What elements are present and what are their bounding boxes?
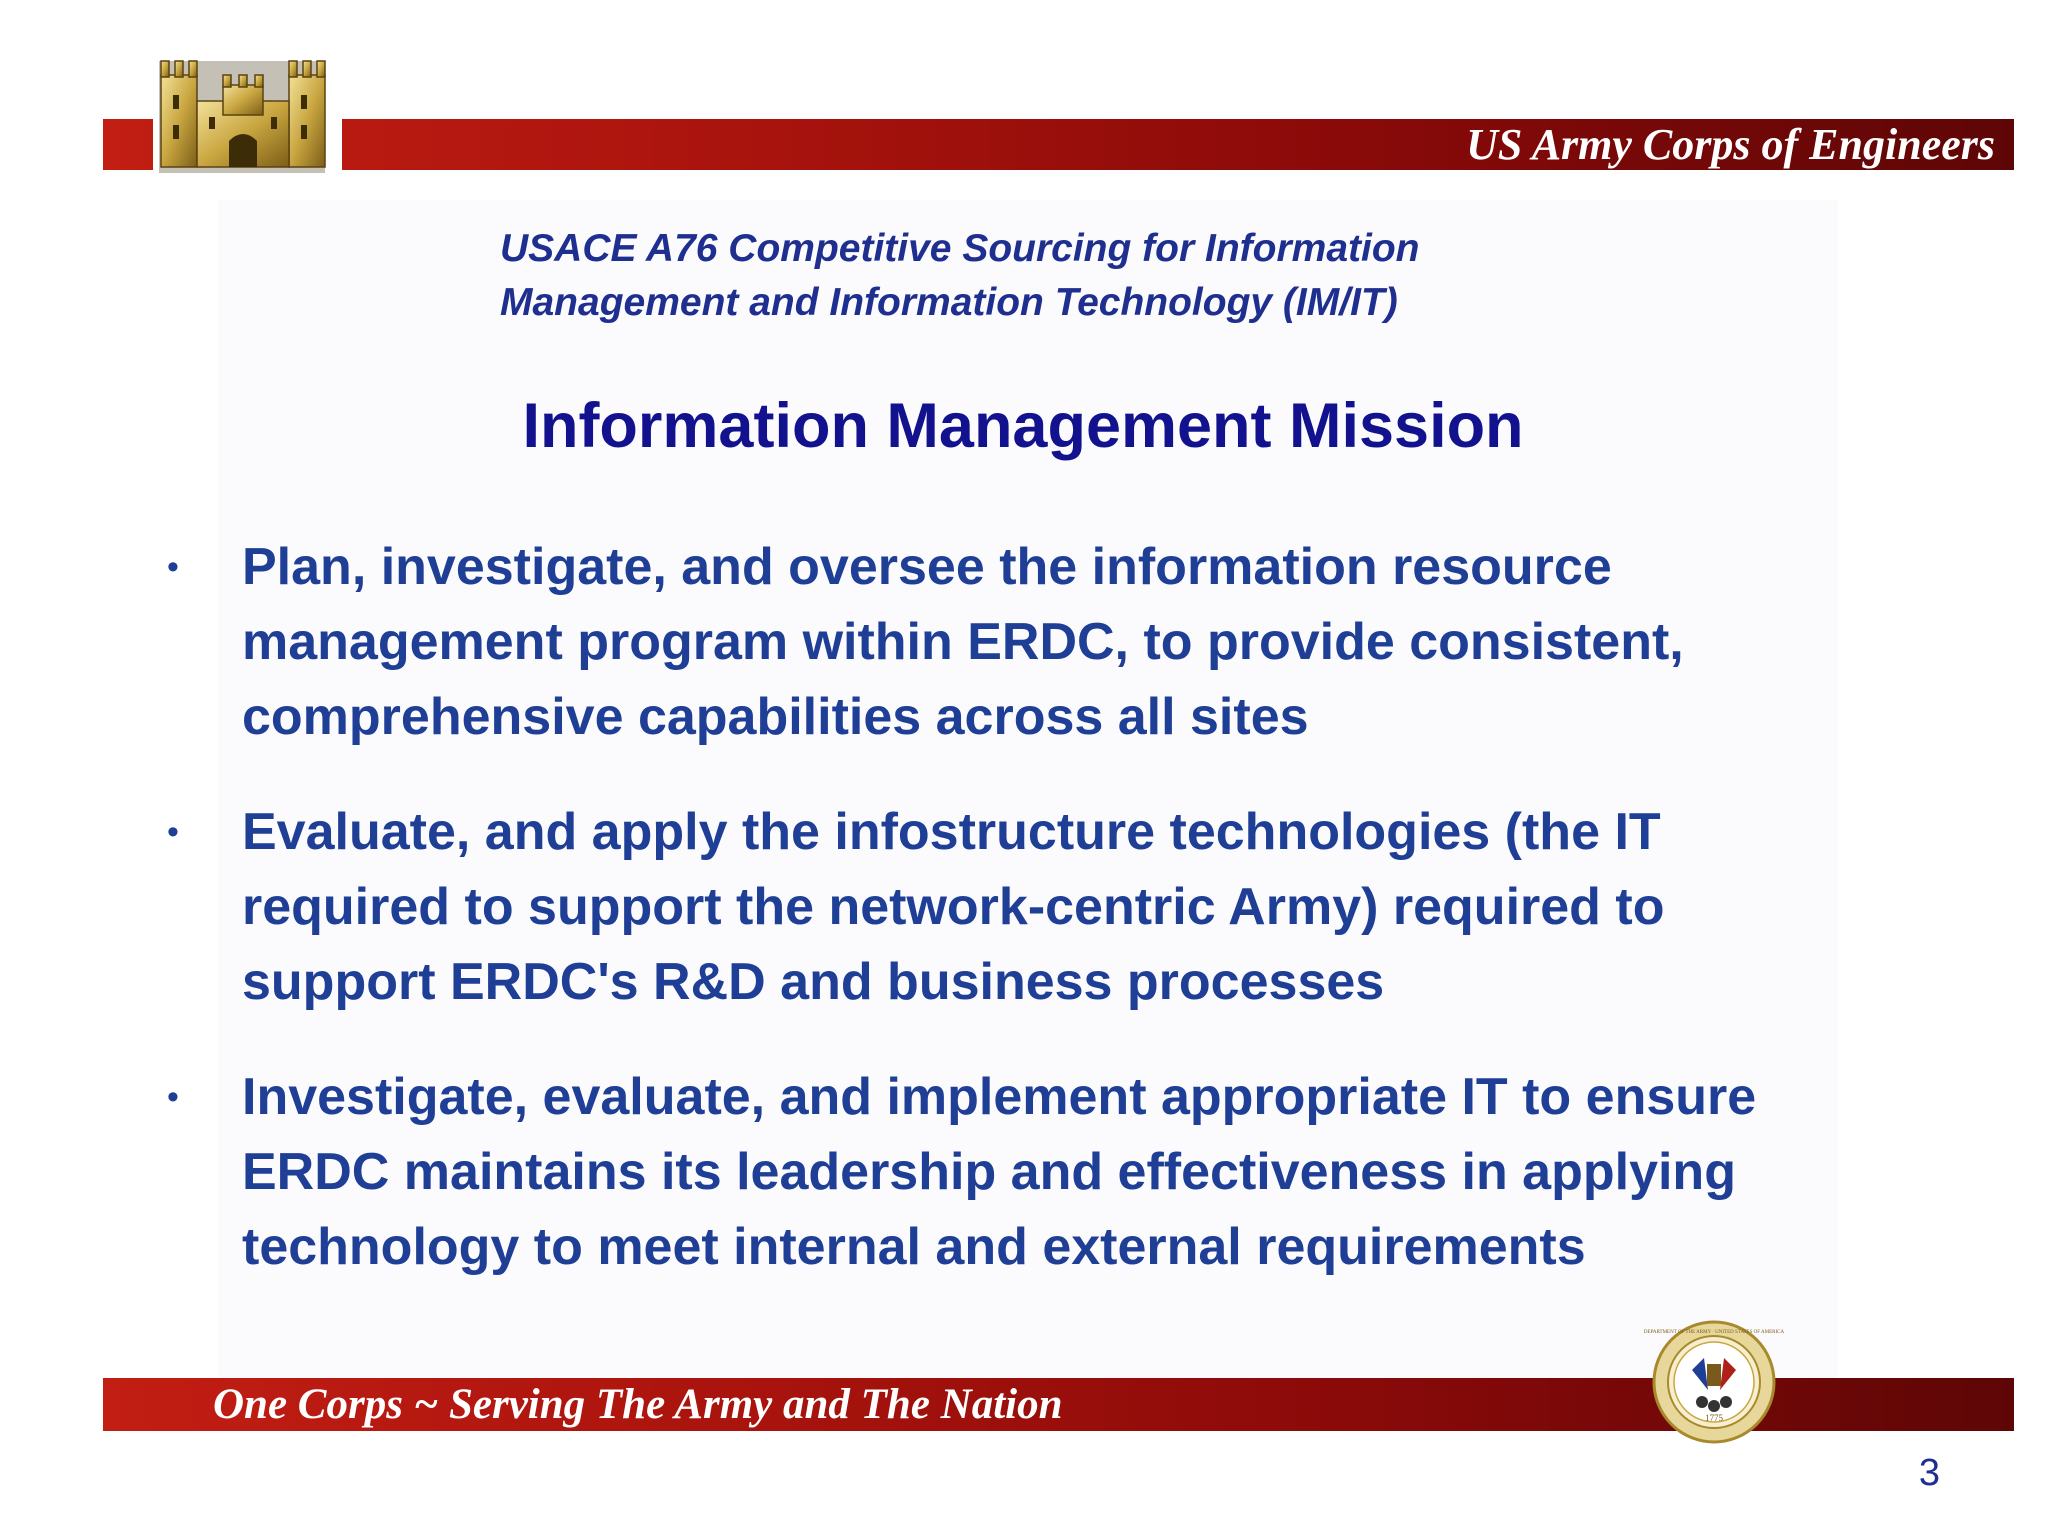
bullet-marker: • xyxy=(167,813,179,851)
bullet-line: management program within ERDC, to provide consistent, xyxy=(242,613,1684,671)
bullet-item xyxy=(158,530,1958,755)
bullet-text xyxy=(242,795,1958,1020)
bullet-list xyxy=(158,530,1958,1325)
bullet-line: comprehensive capabilities across all sites xyxy=(242,688,1309,746)
bullet-line: Evaluate, and apply the infostructure technologies (the IT xyxy=(242,803,1661,861)
bullet-line: Plan, investigate, and oversee the information resource xyxy=(242,538,1612,596)
bullet-line: support ERDC's R&D and business processes xyxy=(242,953,1385,1011)
bullet-item xyxy=(158,795,1958,1020)
slide-subtitle xyxy=(500,222,1750,330)
bullet-line: required to support the network-centric Army) required to xyxy=(242,878,1665,936)
slide-title-row xyxy=(0,381,2048,471)
page-number: 3 xyxy=(1918,1452,1940,1494)
subtitle-line: Management and Information Technology (IM/IT) xyxy=(500,281,1398,324)
bullet-line: ERDC maintains its leadership and effectiveness in applying xyxy=(242,1143,1736,1201)
seal-inscription: DEPARTMENT OF THE ARMY · UNITED STATES OF AMERICA xyxy=(1643,1330,1785,1335)
bullet-line: technology to meet internal and external requirements xyxy=(242,1218,1586,1276)
army-seal-icon xyxy=(1643,1320,1785,1444)
bullet-text xyxy=(242,530,1958,755)
bullet-text xyxy=(242,1060,1958,1285)
slide-title: Information Management Mission xyxy=(522,391,1524,461)
org-name: US Army Corps of Engineers xyxy=(1466,120,1995,169)
footer-tagline: One Corps ~ Serving The Army and The Nation xyxy=(213,1381,1063,1428)
subtitle-line: USACE A76 Competitive Sourcing for Information xyxy=(500,227,1420,270)
bullet-item xyxy=(158,1060,1958,1285)
bullet-line: Investigate, evaluate, and implement appropriate IT to ensure xyxy=(242,1068,1757,1126)
seal-year: 1775 xyxy=(1705,1413,1723,1423)
bullet-marker: • xyxy=(167,1078,179,1116)
castle-icon xyxy=(153,55,333,175)
bullet-marker: • xyxy=(167,548,179,586)
